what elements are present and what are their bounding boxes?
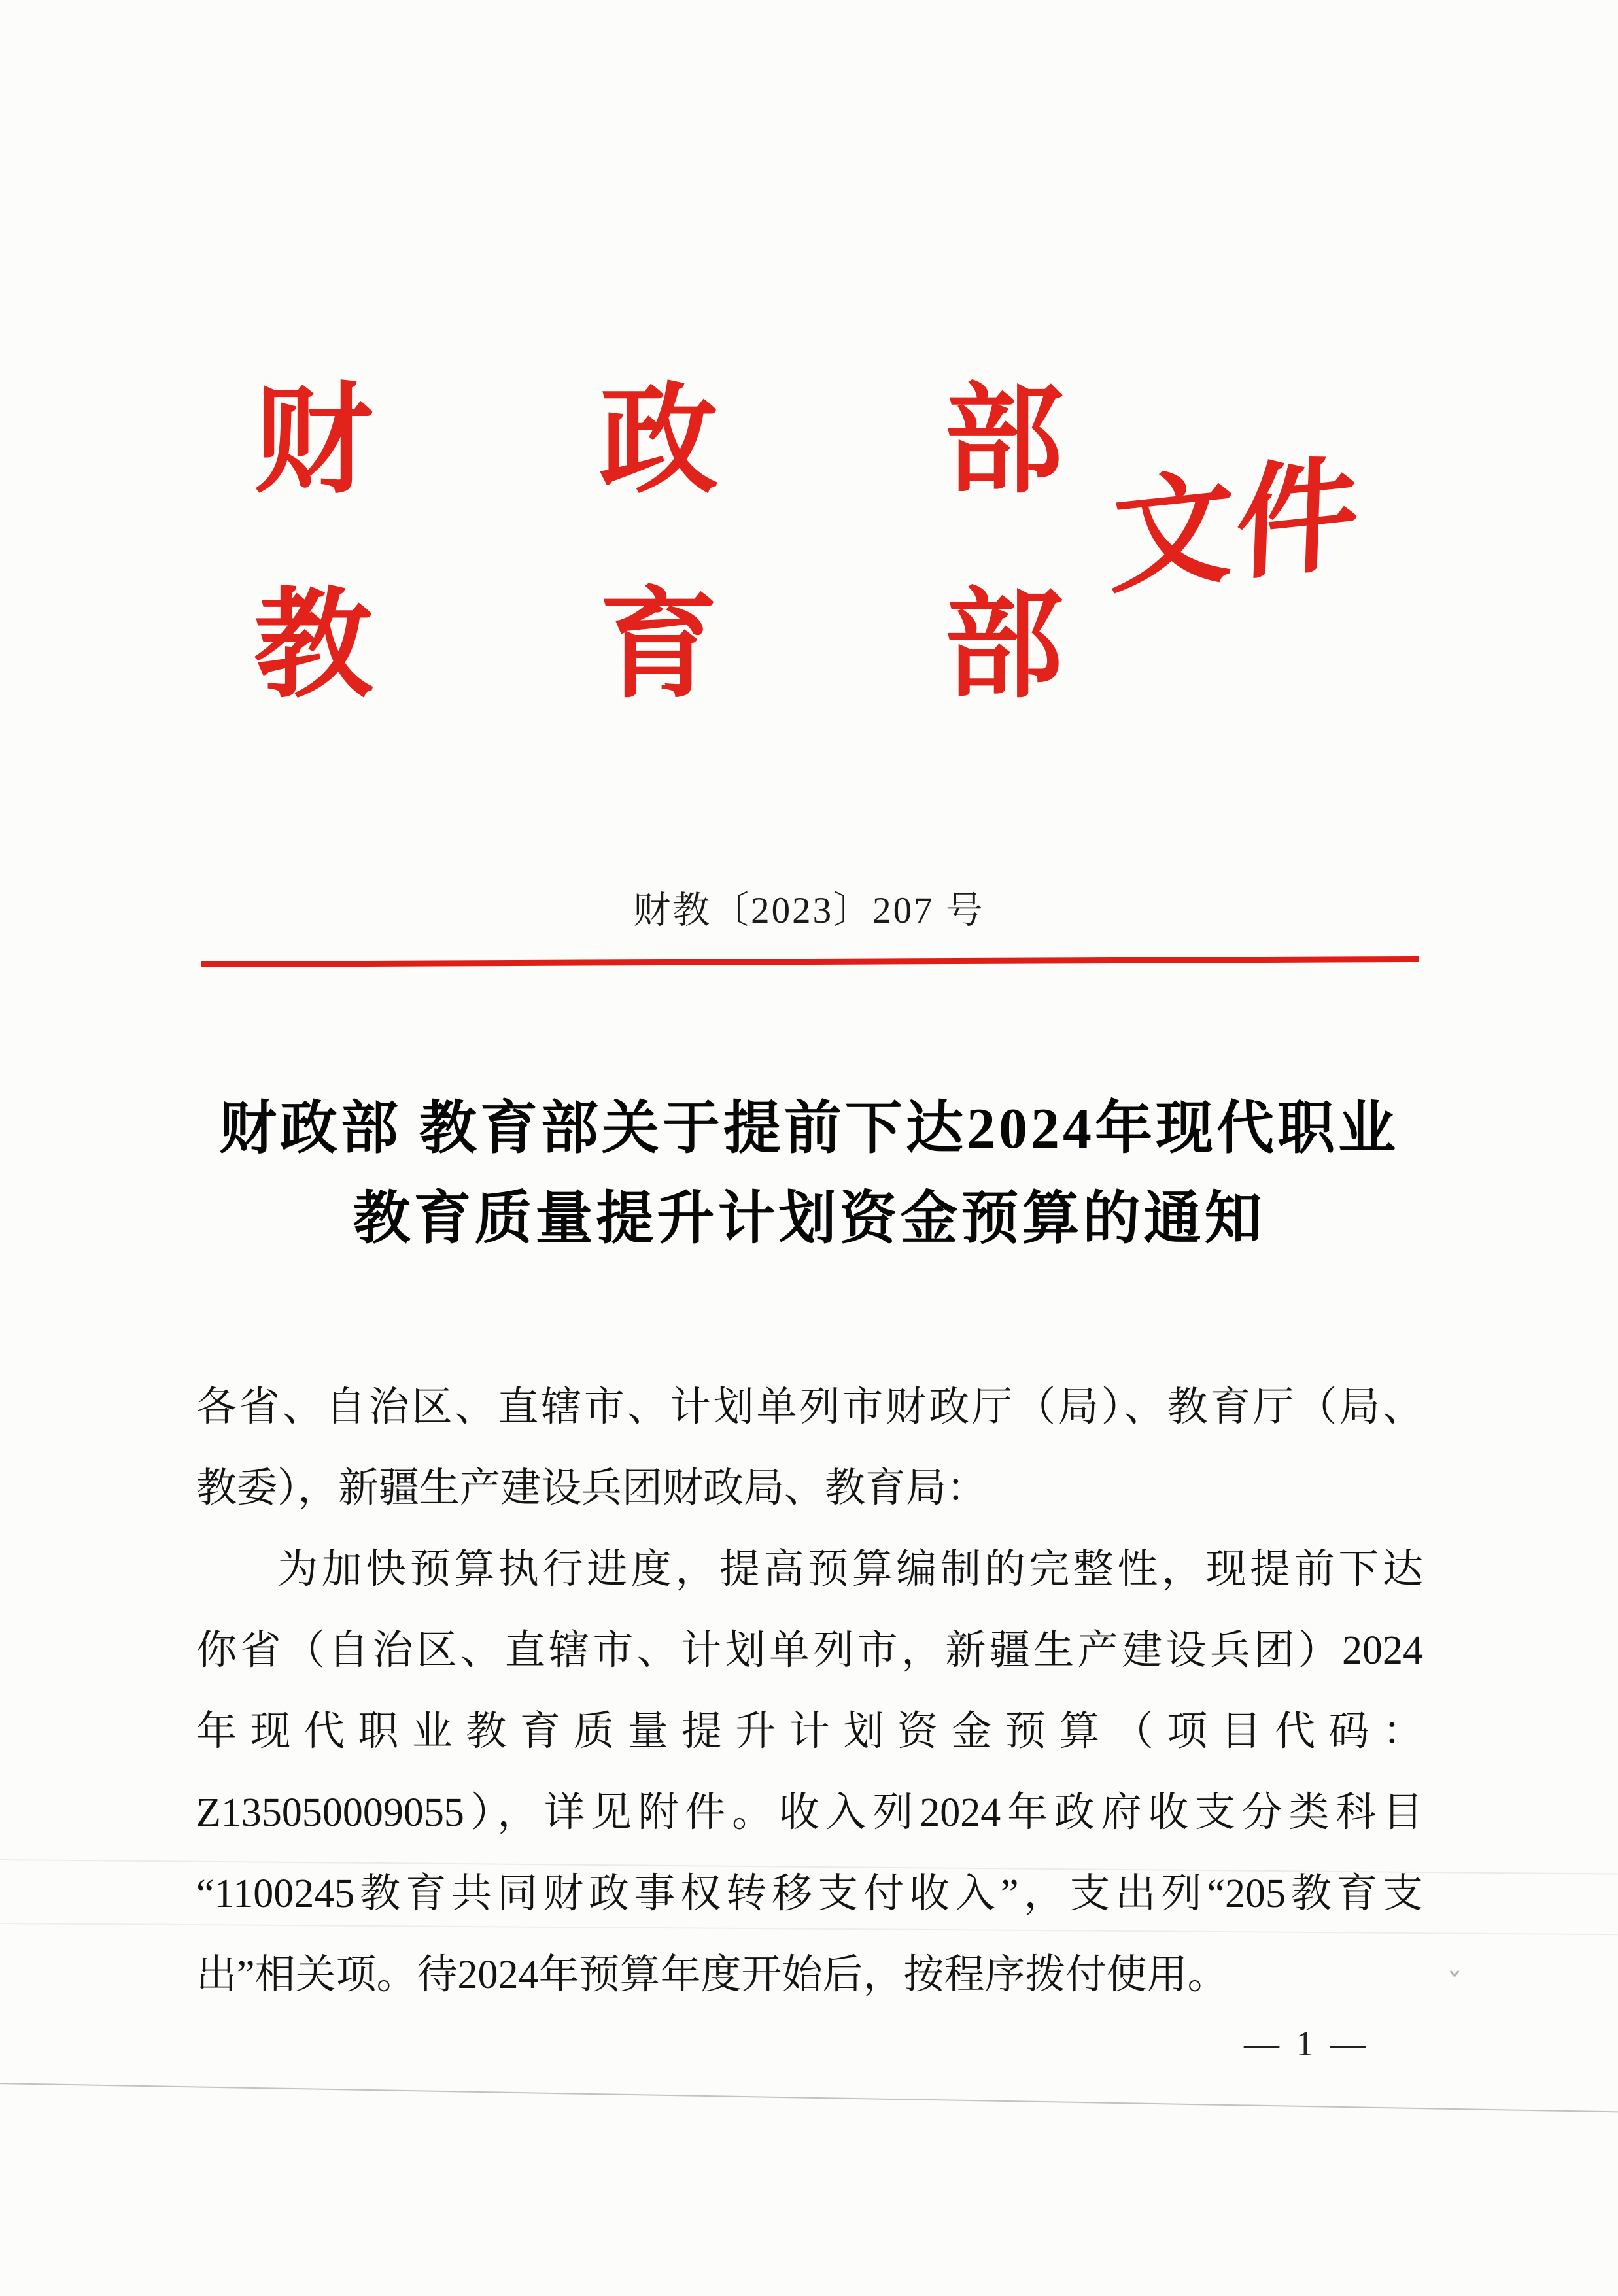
scan-artifact-diagonal-line	[0, 2083, 1618, 2113]
body-line: 为加快预算执行进度，提高预算编制的完整性，现提前下达	[277, 1547, 1423, 1592]
body-line: 各省、自治区、直辖市、计划单列市财政厅（局）、教育厅（局、	[196, 1385, 1423, 1430]
body-line: Z135050009055），详见附件。收入列2024年政府收支分类科目	[196, 1791, 1423, 1835]
red-divider-line	[201, 956, 1419, 967]
salutation-paragraph	[196, 1367, 1423, 1529]
ministry-name-education	[254, 581, 1063, 712]
ministry-char: 部	[944, 581, 1063, 712]
body-line: 教委），新疆生产建设兵团财政局、教育局：	[196, 1466, 988, 1511]
ministry-char: 育	[599, 581, 718, 712]
ministry-char: 财	[254, 376, 373, 507]
body-line: 你省（自治区、直辖市、计划单列市，新疆生产建设兵团）2024	[196, 1628, 1423, 1673]
body-line: 出”相关项。待2024年预算年度开始后，按程序拨付使用。	[196, 1953, 1228, 1997]
letterhead	[254, 376, 1063, 712]
ministry-char: 政	[599, 376, 718, 507]
document-number: 财教〔2023〕207 号	[633, 890, 985, 931]
ministry-char: 教	[254, 581, 373, 712]
body-line: 年现代职业教育质量提升计划资金预算（项目代码：	[196, 1709, 1423, 1754]
title-line-1: 财政部 教育部关于提前下达2024年现代职业	[218, 1097, 1399, 1161]
body-line: “1100245教育共同财政事权转移支付收入”，支出列“205教育支	[196, 1872, 1423, 1916]
ministry-char: 部	[944, 376, 1063, 507]
ministry-name-finance	[254, 376, 1063, 507]
main-paragraph	[196, 1529, 1423, 2015]
title-line-2: 教育质量提升计划资金预算的通知	[353, 1188, 1265, 1251]
doc-type-label: 文件	[1109, 444, 1364, 609]
document-title	[188, 1084, 1430, 1265]
page-number: — 1 —	[1244, 2024, 1369, 2063]
document-body	[196, 1367, 1423, 2015]
scan-artifact-mark: ˇ	[1447, 1967, 1462, 2004]
